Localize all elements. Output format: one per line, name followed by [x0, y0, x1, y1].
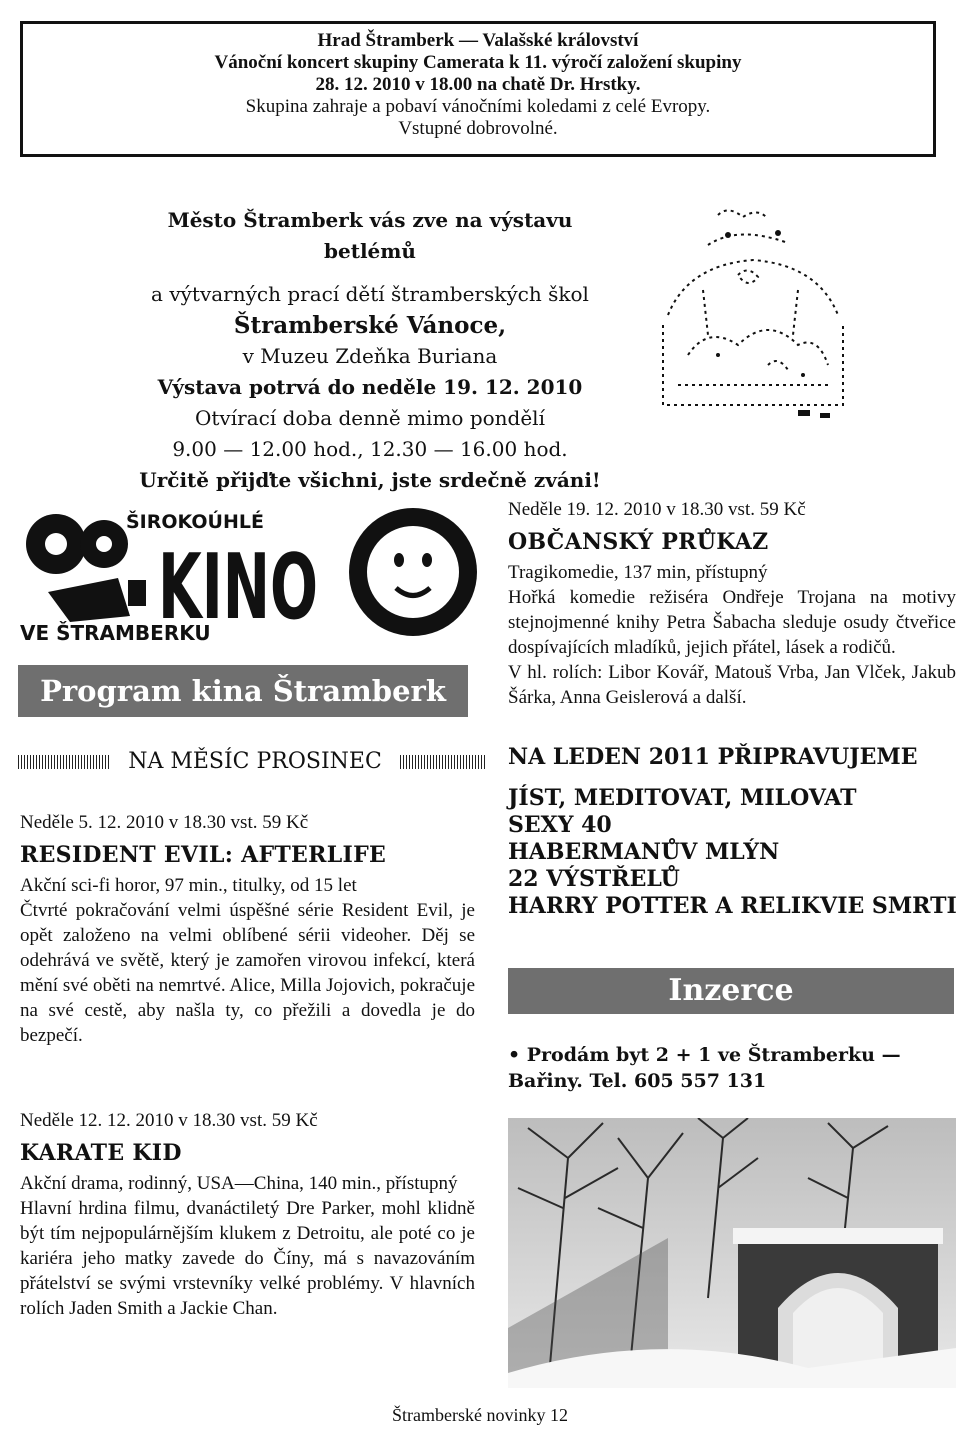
- stripe-left-decoration: [18, 755, 110, 769]
- exhibition-until: Výstava potrvá do neděle 19. 12. 2010: [157, 375, 583, 399]
- exhibition-title: Město Štramberk vás zve na výstavu betlémů: [167, 208, 573, 263]
- film-title: RESIDENT EVIL: AFTERLIFE: [20, 842, 387, 868]
- film-description: Čtvrté pokračování velmi úspěšné série Resident Evil, je opět založeno na velmi oblíbené sérii videoher. Děj se odehrává ve světě, který je zamořen virovou infekcí, která mění své oběti na nemrtvé. Alice, Milla Jojovich, pokračuje na své cestě, aby našla ty, co přežili a dovedla je do bezpečí.: [20, 900, 475, 1046]
- film-obcansky-prukaz: [508, 497, 956, 710]
- concert-date: 28. 12. 2010 v 18.00 na chatě Dr. Hrstky.: [315, 74, 641, 95]
- logo-bottom-text: VE ŠTRAMBERKU: [20, 621, 211, 645]
- exhibition-subtitle: a výtvarných prací dětí štramberských škol: [151, 282, 589, 306]
- month-label: NA MĚSÍC PROSINEC: [128, 749, 382, 774]
- exhibition-invite: Určitě přijďte všichni, jste srdečně zváni!: [139, 468, 601, 492]
- film-title: OBČANSKÝ PRŮKAZ: [508, 529, 769, 555]
- film-description: Hořká komedie režiséra Ondřeje Trojana na motivy stejnojmenné knihy Petra Šabacha sleduje osudy čtveřice dospívajících mladíků, jejich přátel, lásek a rodičů.: [508, 587, 956, 658]
- camera-base: [48, 578, 130, 622]
- upcoming-heading: NA LEDEN 2011 PŘIPRAVUJEME: [508, 744, 918, 770]
- exhibition-place: v Muzeu Zdeňka Buriana: [242, 344, 498, 368]
- concert-heading: Hrad Štramberk — Valašské království: [317, 30, 639, 51]
- winter-gate-photo: [508, 1118, 956, 1388]
- stripe-right-decoration: [400, 755, 486, 769]
- concert-entry: Vstupné dobrovolné.: [398, 118, 558, 139]
- program-title-bar: Program kina Štramberk: [18, 665, 468, 717]
- upcoming-section: [508, 744, 958, 920]
- concert-announcement-box: [20, 21, 936, 157]
- month-label-row: [18, 747, 486, 777]
- film-date: Neděle 12. 12. 2010 v 18.30 vst. 59 Kč: [20, 1110, 318, 1131]
- exhibition-hours-label: Otvírací doba denně mimo pondělí: [195, 406, 545, 430]
- upcoming-title: HARRY POTTER A RELIKVIE SMRTI: [508, 893, 957, 919]
- film-genre: Akční drama, rodinný, USA—China, 140 min., přístupný: [20, 1173, 458, 1194]
- upcoming-title: SEXY 40: [508, 812, 612, 838]
- exhibition-announcement: [120, 205, 620, 496]
- classified-ad: • Prodám byt 2 + 1 ve Štramberku — Bařiny. Tel. 605 557 131: [508, 1044, 901, 1092]
- logo-main-text: KINO: [158, 535, 318, 640]
- upcoming-title: 22 VÝSTŘELŮ: [508, 866, 680, 892]
- inzerce-title-bar: Inzerce: [508, 968, 954, 1014]
- film-resident-evil: [20, 810, 475, 1048]
- film-title: KARATE KID: [20, 1140, 182, 1166]
- film-genre: Tragikomedie, 137 min, přístupný: [508, 562, 768, 583]
- film-description: Hlavní hrdina filmu, dvanáctiletý Dre Parker, mohl klidně být tím nejpopulárnějším klukem z Detroitu, ale poté co je kariéra jeho matky zavede do Číny, má s navazováním přátelství se svými vrstevníky velké problémy. V hlavních rolích Jaden Smith a Jackie Chan.: [20, 1198, 475, 1319]
- upcoming-title: JÍST, MEDITOVAT, MILOVAT: [508, 785, 857, 811]
- film-cast: V hl. rolích: Libor Kovář, Matouš Vrba, Jan Vlček, Jakub Šárka, Anna Geislerová a další.: [508, 662, 956, 708]
- film-date: Neděle 19. 12. 2010 v 18.30 vst. 59 Kč: [508, 499, 806, 520]
- film-karate-kid: [20, 1108, 475, 1321]
- concert-desc: Skupina zahraje a pobaví vánočními koledami z celé Evropy.: [245, 96, 711, 117]
- nativity-sketch-illustration: [648, 205, 858, 435]
- exhibition-name: Štramberské Vánoce,: [233, 312, 507, 339]
- exhibition-hours: 9.00 — 12.00 hod., 12.30 — 16.00 hod.: [172, 437, 568, 461]
- logo-top-text: ŠIROKOÚHLÉ: [126, 511, 264, 533]
- upcoming-title: HABERMANŮV MLÝN: [508, 839, 780, 865]
- concert-title: Vánoční koncert skupiny Camerata k 11. výročí založení skupiny: [214, 52, 742, 73]
- kino-logo: [18, 500, 488, 650]
- page-footer: Štramberské novinky 12: [392, 1405, 568, 1425]
- film-genre: Akční sci-fi horor, 97 min., titulky, od 15 let: [20, 875, 357, 896]
- film-date: Neděle 5. 12. 2010 v 18.30 vst. 59 Kč: [20, 812, 309, 833]
